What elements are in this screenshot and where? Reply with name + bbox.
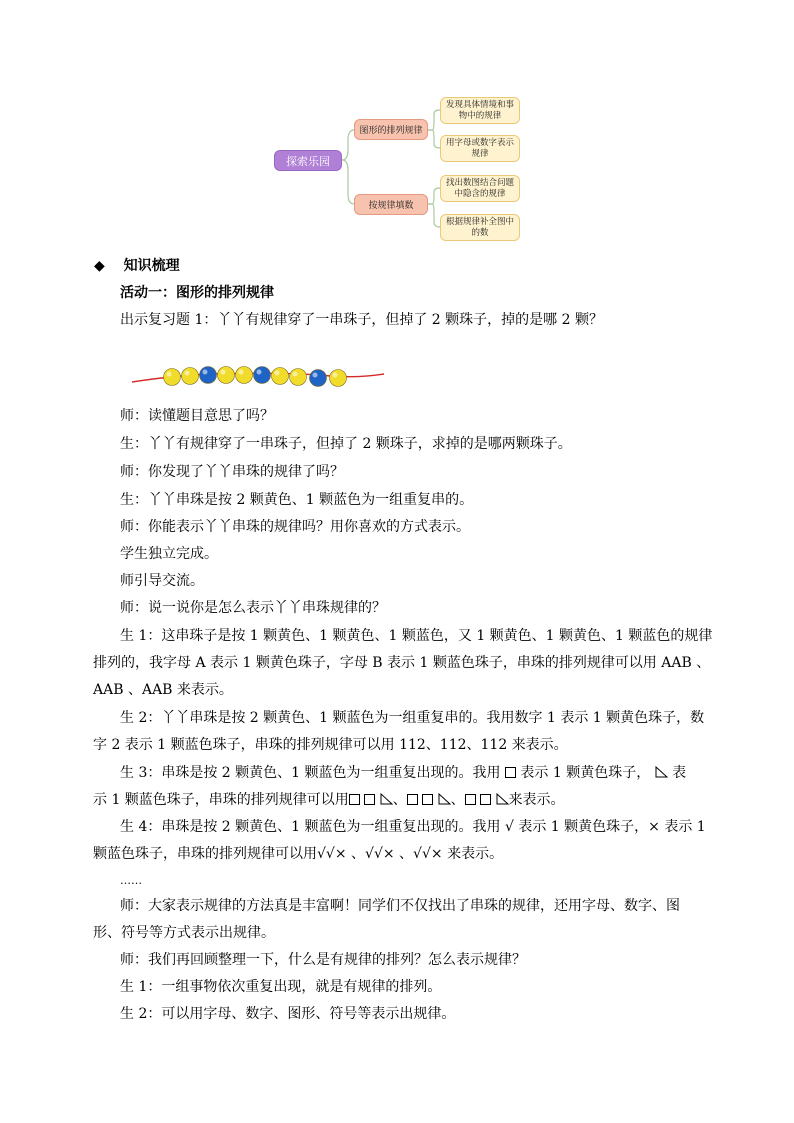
paragraph [93, 790, 565, 810]
mindmap-leaf: 用字母或数字表示规律 [440, 135, 520, 162]
paragraph: 师：你发现了丫丫串珠的规律了吗？ [120, 464, 344, 480]
paragraph: 师引导交流。 [120, 573, 204, 589]
bead-highlight [293, 372, 298, 377]
activity-title: 活动一：图形的排列规律 [120, 285, 274, 301]
bead [218, 367, 235, 384]
paragraph: 生 2：可以用字母、数字、图形、符号等表示出规律。 [120, 1006, 456, 1022]
mindmap-leaf: 根据规律补全图中的数 [440, 214, 520, 241]
bead [290, 369, 307, 386]
bead-highlight [203, 370, 208, 375]
paragraph: 出示复习题 1：丫丫有规律穿了一串珠子，但掉了 2 颗珠子，掉的是哪 2 颗？ [120, 312, 603, 328]
paragraph: 师：我们再回顾整理一下，什么是有规律的排列？怎么表示规律？ [120, 952, 526, 968]
bead [182, 368, 199, 385]
paragraph: 生 2：丫丫串珠是按 2 颗黄色、1 颗蓝色为一组重复串的。我用数字 1 表示 1 颗黄色珠子，数 [120, 710, 705, 726]
paragraph: 生：丫丫串珠是按 2 颗黄色、1 颗蓝色为一组重复串的。 [120, 492, 474, 508]
bead [310, 370, 327, 387]
bead-highlight [167, 372, 172, 377]
bead-string-illustration [130, 358, 390, 394]
paragraph: 生：丫丫有规律穿了一串珠子，但掉了 2 颗珠子，求掉的是哪两颗珠子。 [120, 436, 572, 452]
section-heading [94, 256, 180, 276]
bead [254, 367, 271, 384]
square-icon [407, 794, 418, 805]
right-triangle-icon [655, 766, 668, 778]
bead [164, 369, 181, 386]
paragraph: 生 4：串珠是按 2 颗黄色、1 颗蓝色为一组重复出现的。我用 √ 表示 1 颗黄色珠子，× 表示 1 [120, 819, 706, 835]
text: 生 3：串珠是按 2 颗黄色、1 颗蓝色为一组重复出现的。我用 [120, 765, 505, 781]
square-icon [505, 767, 516, 778]
bead [272, 368, 289, 385]
bead [330, 370, 347, 387]
bead-highlight [275, 371, 280, 376]
square-icon [465, 794, 476, 805]
right-triangle-icon [496, 793, 509, 805]
text: 表 [667, 765, 687, 781]
right-triangle-icon [438, 793, 451, 805]
text: 示 1 颗蓝色珠子，串珠的排列规律可以用 [93, 792, 349, 808]
square-icon [364, 794, 375, 805]
square-icon [422, 794, 433, 805]
paragraph: 形、符号等方式表示出规律。 [93, 925, 275, 941]
paragraph: 师：你能表示丫丫串珠的规律吗？用你喜欢的方式表示。 [120, 519, 470, 535]
square-icon [349, 794, 360, 805]
paragraph: 字 2 表示 1 颗蓝色珠子，串珠的排列规律可以用 112、112、112 来表示。 [93, 737, 568, 753]
bead-highlight [185, 371, 190, 376]
mindmap-leaf: 发现具体情境和事物中的规律 [440, 97, 520, 124]
mindmap-root: 探索乐园 [274, 150, 342, 171]
bead-highlight [333, 373, 338, 378]
square-icon [480, 794, 491, 805]
text: 来表示。 [508, 792, 565, 808]
paragraph: AAB 、AAB 来表示。 [93, 682, 233, 698]
mindmap-branch-fill: 按规律填数 [354, 194, 428, 215]
paragraph: 颗蓝色珠子，串珠的排列规律可以用√√× 、√√× 、√√× 来表示。 [93, 846, 504, 862]
paragraph: 生 1：一组事物依次重复出现，就是有规律的排列。 [120, 979, 442, 995]
right-triangle-icon [380, 793, 393, 805]
section-title: 知识梳理 [123, 258, 180, 274]
paragraph: 师：读懂题目意思了吗？ [120, 408, 274, 424]
mindmap-leaf: 找出数图结合问题中隐含的规律 [440, 175, 520, 202]
diamond-bullet-icon: ◆ [94, 258, 105, 274]
paragraph: 师：说一说你是怎么表示丫丫串珠规律的？ [120, 600, 386, 616]
mindmap-branch-pattern: 图形的排列规律 [354, 119, 428, 140]
paragraph: 生 1：这串珠子是按 1 颗黄色、1 颗黄色、1 颗蓝色，又 1 颗黄色、1 颗黄色、1 颗蓝色的规律 [120, 628, 713, 644]
text: 表示 1 颗黄色珠子， [515, 765, 651, 781]
paragraph: 师：大家表示规律的方法真是丰富啊！同学们不仅找出了串珠的规律，还用字母、数字、图 [120, 898, 680, 914]
paragraph: 学生独立完成。 [120, 546, 218, 562]
bead [236, 367, 253, 384]
ellipsis: …… [120, 874, 142, 887]
bead-highlight [257, 370, 262, 375]
paragraph: 排列的，我字母 A 表示 1 颗黄色珠子，字母 B 表示 1 颗蓝色珠子，串珠的排列规律可以用 AAB 、 [93, 655, 711, 671]
text: 、 [392, 792, 407, 808]
paragraph [120, 763, 686, 783]
bead-highlight [239, 370, 244, 375]
text: 、 [450, 792, 465, 808]
bead [200, 367, 217, 384]
bead-highlight [221, 370, 226, 375]
bead-highlight [313, 373, 318, 378]
